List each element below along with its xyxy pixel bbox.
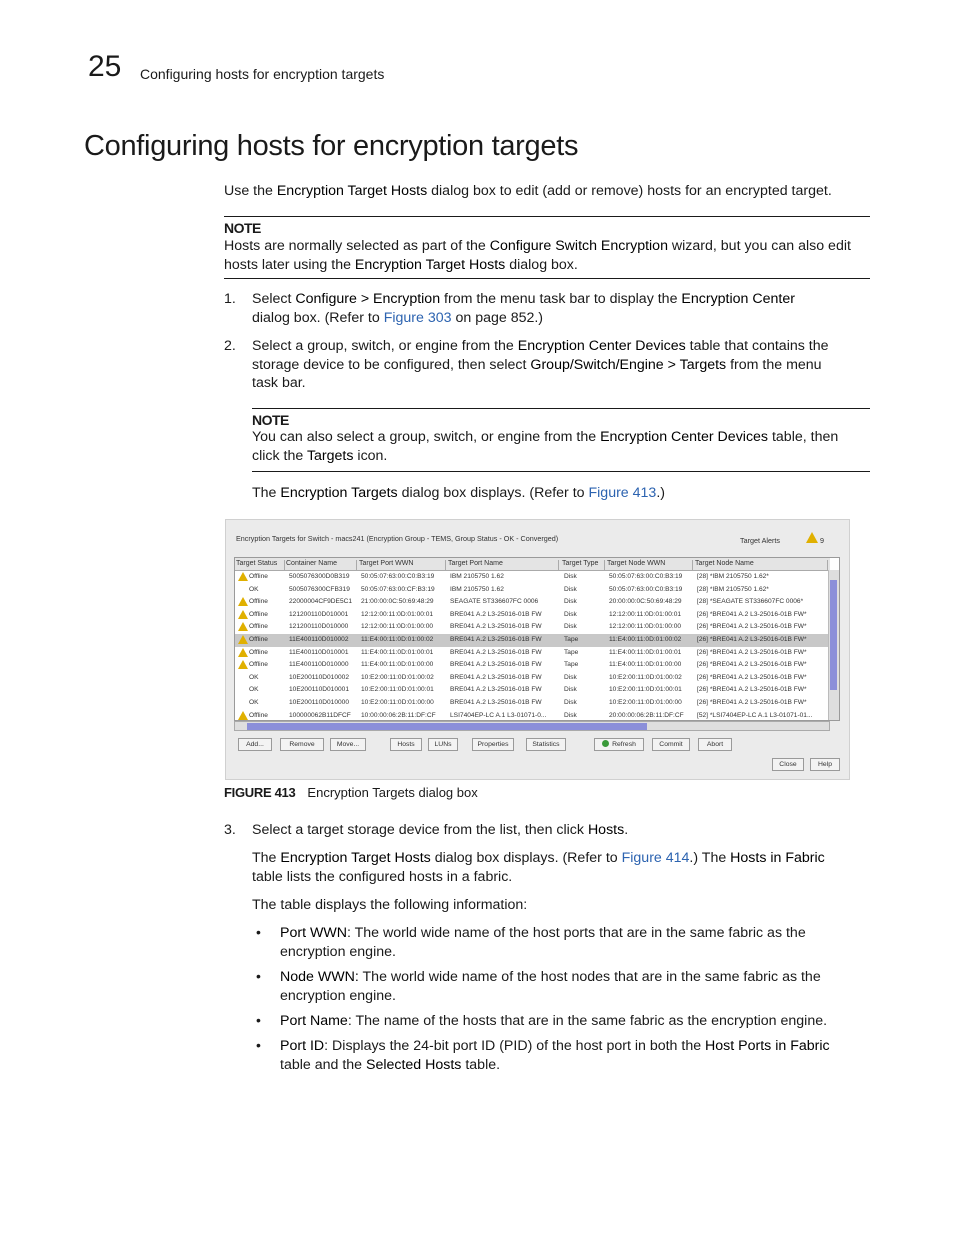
note-top-rule bbox=[252, 408, 870, 409]
table-cell: IBM 2105750 1.62 bbox=[450, 585, 504, 593]
table-row[interactable] bbox=[235, 710, 830, 721]
table-cell: Offline bbox=[249, 711, 268, 719]
list-item: Port ID: Displays the 24-bit port ID (PID) of the host port in both the Host Ports in Fabric table and the Selected Hosts table. bbox=[280, 1038, 830, 1073]
table-cell: BRE041 A.2 L3-25016-01B FW bbox=[450, 623, 542, 631]
column-header[interactable]: Target Node WWN bbox=[607, 560, 693, 570]
table-cell: Offline bbox=[249, 623, 268, 631]
table-cell: Disk bbox=[564, 686, 577, 694]
table-cell: 50:05:07:63:00:C0:B3:19 bbox=[609, 573, 683, 580]
chapter-number: 25 bbox=[88, 50, 122, 83]
step-number: 2. bbox=[224, 338, 236, 354]
table-cell: 10E200110D010000 bbox=[289, 699, 350, 706]
remove-button[interactable]: Remove bbox=[280, 738, 324, 751]
table-cell: 10E200110D010002 bbox=[289, 673, 350, 681]
table-row[interactable] bbox=[235, 647, 830, 660]
table-row[interactable] bbox=[235, 659, 830, 672]
table-row[interactable] bbox=[235, 672, 830, 685]
table-cell: Disk bbox=[564, 573, 577, 580]
table-cell: 10E200110D010001 bbox=[289, 686, 350, 694]
table-cell: IBM 2105750 1.62 bbox=[450, 573, 504, 580]
table-cell: 11E400110D010001 bbox=[289, 648, 349, 656]
list-item: Port Name: The name of the hosts that are in the same fabric as the encryption engine. bbox=[280, 1013, 828, 1029]
table-cell: 10:00:00:06:2B:11:DF:CF bbox=[361, 711, 436, 719]
note-text: You can also select a group, switch, or engine from the Encryption Center Devices table, then click the Targets icon. bbox=[252, 429, 839, 464]
column-header[interactable]: Target Port Name bbox=[448, 560, 559, 570]
table-cell: [26] *BRE041 A.2 L3-25016-01B FW* bbox=[697, 699, 807, 706]
table-cell: Offline bbox=[249, 573, 268, 580]
table-cell: 10:E2:00:11:0D:01:00:00 bbox=[361, 699, 434, 706]
table-cell: 11E400110D010000 bbox=[289, 661, 349, 669]
target-alerts-count: 9 bbox=[820, 536, 824, 545]
table-cell: [26] *BRE041 A.2 L3-25016-01B FW* bbox=[697, 673, 807, 681]
refresh-button[interactable]: Refresh bbox=[594, 738, 644, 751]
table-cell: OK bbox=[249, 673, 259, 681]
table-cell: BRE041 A.2 L3-25016-01B FW bbox=[450, 686, 542, 694]
bullet-icon: • bbox=[256, 1037, 261, 1053]
table-cell: BRE041 A.2 L3-25016-01B FW bbox=[450, 636, 542, 643]
table-cell: Offline bbox=[249, 610, 268, 618]
page-title: Configuring hosts for encryption targets bbox=[84, 130, 579, 162]
figure-413-link[interactable]: Figure 413 bbox=[588, 485, 657, 501]
warning-icon[interactable] bbox=[806, 532, 818, 543]
horizontal-scrollbar[interactable] bbox=[234, 721, 830, 731]
table-cell: OK bbox=[249, 585, 259, 593]
table-row[interactable] bbox=[235, 697, 830, 710]
step-text: Select a group, switch, or engine from the Encryption Center Devices table that contains the storage device to be configured, then select Group/Switch/Engine > Targets from the menu task bar. bbox=[252, 338, 829, 392]
table-row[interactable] bbox=[235, 584, 830, 597]
warning-icon bbox=[238, 572, 248, 581]
table-info-text: The table displays the following information: bbox=[252, 897, 528, 913]
table-row[interactable] bbox=[235, 571, 830, 584]
table-cell: Offline bbox=[249, 598, 268, 606]
note-label: NOTE bbox=[252, 412, 289, 428]
table-cell: 11:E4:00:11:0D:01:00:01 bbox=[361, 648, 434, 656]
table-cell: Tape bbox=[564, 648, 579, 656]
table-cell: Disk bbox=[564, 598, 577, 606]
table-cell: BRE041 A.2 L3-25016-01B FW bbox=[450, 673, 542, 681]
step-number: 3. bbox=[224, 822, 236, 838]
table-cell: [26] *BRE041 A.2 L3-25016-01B FW* bbox=[697, 636, 807, 643]
warning-icon bbox=[238, 622, 248, 631]
table-cell: Disk bbox=[564, 610, 577, 618]
properties-button[interactable]: Properties bbox=[472, 738, 514, 751]
table-cell: OK bbox=[249, 686, 259, 694]
table-cell: 12:12:00:11:0D:01:00:00 bbox=[609, 623, 682, 631]
column-header[interactable]: Target Port WWN bbox=[359, 560, 446, 570]
luns-button[interactable]: LUNs bbox=[428, 738, 458, 751]
step-text: Select a target storage device from the list, then click Hosts. bbox=[252, 822, 629, 838]
table-cell: 121200110D010001 bbox=[289, 610, 349, 618]
column-header[interactable]: Container Name bbox=[286, 560, 357, 570]
table-cell: Disk bbox=[564, 673, 577, 681]
bullet-icon: • bbox=[256, 924, 261, 940]
hosts-button[interactable]: Hosts bbox=[390, 738, 422, 751]
table-cell: 5005076300CFB319 bbox=[289, 585, 350, 593]
table-cell: [26] *BRE041 A.2 L3-25016-01B FW* bbox=[697, 648, 807, 656]
table-cell: Tape bbox=[564, 636, 579, 643]
note-top-rule bbox=[224, 216, 870, 217]
warning-icon bbox=[238, 610, 248, 619]
table-cell: 22000004CF9DE5C1 bbox=[289, 598, 353, 606]
table-cell: 10:E2:00:11:0D:01:00:00 bbox=[609, 699, 682, 706]
table-row[interactable] bbox=[235, 684, 830, 697]
warning-icon bbox=[238, 660, 248, 669]
note-bottom-rule bbox=[252, 471, 870, 472]
table-cell: SEAGATE ST336607FC 0006 bbox=[450, 598, 539, 606]
table-cell: BRE041 A.2 L3-25016-01B FW bbox=[450, 648, 542, 656]
table-cell: 11:E4:00:11:0D:01:00:00 bbox=[361, 661, 434, 669]
table-cell: OK bbox=[249, 699, 259, 706]
table-cell: 12:12:00:11:0D:01:00:00 bbox=[361, 623, 434, 631]
table-cell: 121200110D010000 bbox=[289, 623, 349, 631]
table-cell: 10:E2:00:11:0D:01:00:02 bbox=[361, 673, 434, 681]
table-row[interactable] bbox=[235, 621, 830, 634]
list-item: Node WWN: The world wide name of the host nodes that are in the same fabric as the encryption engine. bbox=[280, 969, 821, 1004]
add-button[interactable]: Add... bbox=[238, 738, 272, 751]
warning-icon bbox=[238, 597, 248, 606]
table-row[interactable] bbox=[235, 634, 830, 647]
target-alerts-label: Target Alerts bbox=[740, 536, 780, 545]
step-text: Select Configure > Encryption from the menu task bar to display the Encryption Center dialog box. (Refer to Figure 303 on page 852.) bbox=[252, 291, 795, 326]
table-cell: Disk bbox=[564, 699, 577, 706]
table-cell: [28] *SEAGATE ST336607FC 0006* bbox=[697, 598, 804, 606]
table-cell: 10:E2:00:11:0D:01:00:01 bbox=[361, 686, 434, 694]
table-cell: 100000062B11DFCF bbox=[289, 711, 351, 719]
hosts-display-text: The Encryption Target Hosts dialog box displays. (Refer to Figure 414.) The Hosts in Fabric table lists the configured hosts in a fabric. bbox=[252, 850, 825, 885]
targets-table bbox=[234, 557, 840, 721]
figure-caption: FIGURE 413 Encryption Targets dialog box bbox=[224, 785, 478, 800]
step-number: 1. bbox=[224, 291, 236, 307]
figure-414-link[interactable]: Figure 414 bbox=[621, 850, 690, 866]
close-button[interactable]: Close bbox=[772, 758, 804, 771]
table-cell: [28] *IBM 2105750 1.62* bbox=[697, 573, 769, 580]
dialog-title: Encryption Targets for Switch - macs241 (Encryption Group - TEMS, Group Status - OK - Converged) bbox=[236, 534, 559, 543]
table-cell: Disk bbox=[564, 711, 577, 719]
warning-icon bbox=[238, 635, 248, 644]
table-cell: 50:05:07:63:00:CF:B3:19 bbox=[361, 585, 435, 593]
table-cell: LSI7404EP-LC A.1 L3-01071-0... bbox=[450, 711, 547, 719]
bullet-icon: • bbox=[256, 1012, 261, 1028]
table-cell: 21:00:00:0C:50:69:48:29 bbox=[361, 598, 434, 606]
table-cell: 12:12:00:11:0D:01:00:01 bbox=[609, 610, 682, 618]
table-cell: Offline bbox=[249, 661, 268, 669]
table-cell: Offline bbox=[249, 648, 268, 656]
table-cell: [26] *BRE041 A.2 L3-25016-01B FW* bbox=[697, 661, 807, 669]
note-bottom-rule bbox=[224, 278, 870, 279]
table-cell: 11:E4:00:11:0D:01:00:02 bbox=[361, 636, 434, 643]
table-header bbox=[235, 558, 830, 571]
table-cell: Offline bbox=[249, 636, 268, 643]
table-cell: 50:05:07:63:00:C0:B3:19 bbox=[361, 573, 435, 580]
table-cell: 10:E2:00:11:0D:01:00:02 bbox=[609, 673, 682, 681]
vertical-scrollbar[interactable] bbox=[828, 570, 839, 720]
bullet-icon: • bbox=[256, 968, 261, 984]
table-cell: 20:00:00:06:2B:11:DF:CF bbox=[609, 711, 684, 719]
chapter-title: Configuring hosts for encryption targets bbox=[140, 66, 385, 82]
column-header[interactable]: Target Status bbox=[236, 560, 285, 570]
warning-icon bbox=[238, 711, 248, 720]
note-label: NOTE bbox=[224, 220, 261, 236]
table-cell: 10:E2:00:11:0D:01:00:01 bbox=[609, 686, 682, 694]
list-item: Port WWN: The world wide name of the host ports that are in the same fabric as the encryption engine. bbox=[280, 925, 806, 960]
table-cell: 50:05:07:63:00:C0:B3:19 bbox=[609, 585, 683, 593]
abort-button[interactable]: Abort bbox=[698, 738, 732, 751]
table-row[interactable] bbox=[235, 609, 830, 622]
table-cell: Disk bbox=[564, 623, 577, 631]
table-cell: [28] *IBM 2105750 1.62* bbox=[697, 585, 769, 593]
table-cell: [52] *LSI7404EP-LC A.1 L3-01071-01... bbox=[697, 711, 813, 719]
figure-303-link[interactable]: Figure 303 bbox=[383, 309, 452, 326]
statistics-button[interactable]: Statistics bbox=[526, 738, 566, 751]
table-cell: BRE041 A.2 L3-25016-01B FW bbox=[450, 610, 542, 618]
move-button[interactable]: Move... bbox=[330, 738, 366, 751]
table-cell: 11:E4:00:11:0D:01:00:00 bbox=[609, 661, 682, 669]
table-cell: BRE041 A.2 L3-25016-01B FW bbox=[450, 699, 542, 706]
warning-icon bbox=[238, 648, 248, 657]
table-cell: 11:E4:00:11:0D:01:00:01 bbox=[609, 648, 682, 656]
table-cell: [26] *BRE041 A.2 L3-25016-01B FW* bbox=[697, 610, 807, 618]
note-text: Hosts are normally selected as part of the Configure Switch Encryption wizard, but you can also edit hosts later using the Encryption Target Hosts dialog box. bbox=[224, 238, 851, 273]
table-cell: BRE041 A.2 L3-25016-01B FW bbox=[450, 661, 542, 669]
table-cell: Disk bbox=[564, 585, 577, 593]
column-header[interactable]: Target Node Name bbox=[695, 560, 828, 570]
encryption-targets-dialog bbox=[225, 519, 850, 780]
table-cell: 11E400110D010002 bbox=[289, 636, 349, 643]
refresh-icon bbox=[602, 740, 609, 747]
intro-paragraph: Use the Encryption Target Hosts dialog box to edit (add or remove) hosts for an encrypted target. bbox=[224, 183, 832, 199]
table-row[interactable] bbox=[235, 596, 830, 609]
table-cell: 11:E4:00:11:0D:01:00:02 bbox=[609, 636, 682, 643]
column-header[interactable]: Target Type bbox=[562, 560, 605, 570]
targets-display-text: The Encryption Targets dialog box displays. (Refer to Figure 413.) bbox=[252, 485, 665, 501]
table-cell: 20:00:00:0C:50:69:48:29 bbox=[609, 598, 682, 606]
table-cell: 5005076300D0B319 bbox=[289, 573, 350, 580]
table-cell: Tape bbox=[564, 661, 579, 669]
table-cell: [26] *BRE041 A.2 L3-25016-01B FW* bbox=[697, 686, 807, 694]
table-cell: 12:12:00:11:0D:01:00:01 bbox=[361, 610, 434, 618]
table-cell: [26] *BRE041 A.2 L3-25016-01B FW* bbox=[697, 623, 807, 631]
help-button[interactable]: Help bbox=[810, 758, 840, 771]
commit-button[interactable]: Commit bbox=[652, 738, 690, 751]
